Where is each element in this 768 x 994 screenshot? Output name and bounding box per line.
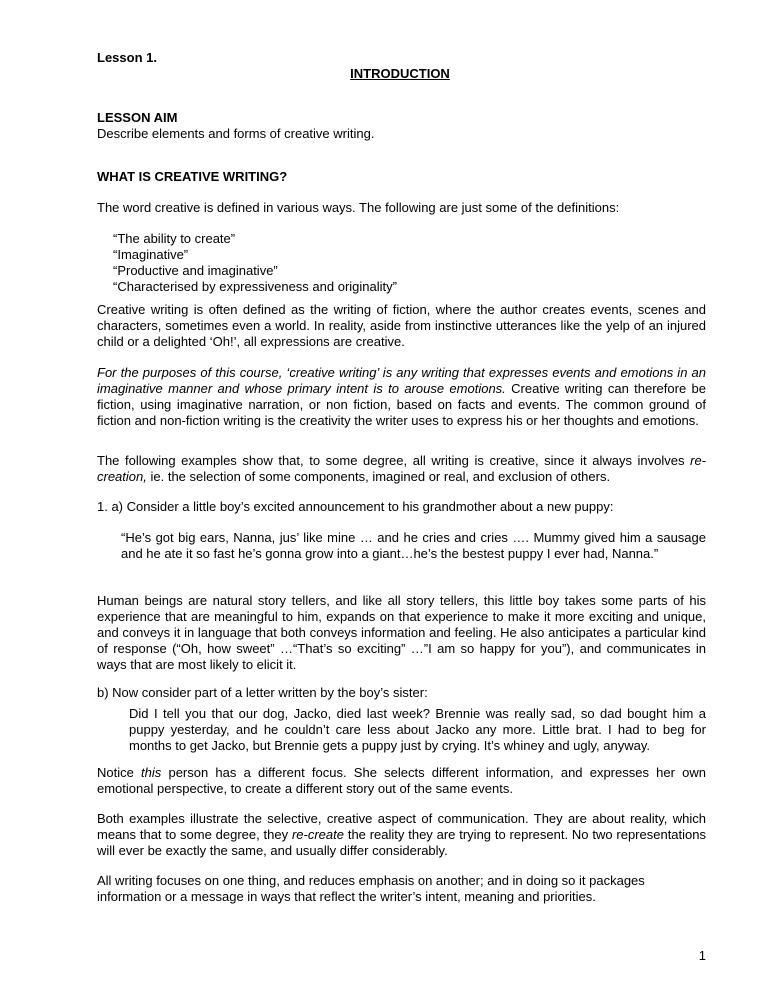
paragraph-definition-italic: For the purposes of this course, ‘creative writing’ is any writing that expresses events and emotions in an imaginative manner and whose primary intent is to arouse emotions. bbox=[97, 365, 706, 396]
text-run: Notice bbox=[97, 765, 142, 780]
text-run-italic: this bbox=[141, 765, 162, 780]
paragraph-focus bbox=[97, 765, 706, 797]
text-run-italic: re-creation, bbox=[97, 453, 706, 484]
paragraph-conclusion: All writing focuses on one thing, and reduces emphasis on another; and in doing so it packages information or a message in ways that reflect the writer’s intent, meaning and priorities. bbox=[97, 873, 645, 904]
text-run: The following examples show that, to some degree, all writing is creative, since it always involves bbox=[97, 453, 691, 468]
paragraph-definition bbox=[97, 365, 706, 429]
definition-item: “The ability to create” bbox=[113, 231, 236, 246]
definitions-intro: The word creative is defined in various ways. The following are just some of the definitions: bbox=[97, 200, 620, 215]
text-run: ie. the selection of some components, imagined or real, and exclusion of others. bbox=[146, 469, 611, 484]
example-b-label: b) Now consider part of a letter written by the boy’s sister: bbox=[97, 685, 428, 700]
lesson-label: Lesson 1. bbox=[97, 50, 157, 65]
definition-item: “Imaginative” bbox=[113, 247, 189, 262]
definition-item: “Productive and imaginative” bbox=[113, 263, 278, 278]
paragraph-selective bbox=[97, 811, 706, 859]
paragraph-definition-rest: Creative writing can therefore be fiction, using imaginative narration, or non fiction, based on facts and events. The common ground of fiction and non-fiction writing is the creativity the writer uses to express his or her thoughts and emotions. bbox=[97, 381, 707, 428]
text-run: person has a different focus. She selects different information, and expresses her own emotional perspective, to create a different story out of the same events. bbox=[97, 765, 706, 796]
page-number: 1 bbox=[698, 948, 706, 963]
definitions-list bbox=[113, 231, 397, 295]
definition-item: “Characterised by expressiveness and originality” bbox=[113, 279, 397, 294]
aim-heading: LESSON AIM bbox=[97, 110, 178, 125]
example-b-quote: Did I tell you that our dog, Jacko, died last week? Brennie was really sad, so dad bought him a puppy yesterday, and he couldn’t care less about Jacko any more. Little brat. I had to beg for months to get Jacko, but Brennie gets a puppy just by crying. It’s whiney and ugly, anyway. bbox=[129, 706, 706, 753]
example-a-label: 1. a) Consider a little boy’s excited announcement to his grandmother about a new puppy: bbox=[97, 499, 614, 514]
paragraph-examples-intro bbox=[97, 453, 706, 485]
example-a-quote: “He’s got big ears, Nanna, jus’ like mine … and he cries and cries …. Mummy gived him a sausage and he ate it so fast he’s gonna grow into a giant…he’s the bestest puppy I ever had, Nanna.” bbox=[121, 530, 706, 561]
aim-text: Describe elements and forms of creative writing. bbox=[97, 126, 375, 141]
paragraph-story-tellers: Human beings are natural story tellers, and like all story tellers, this little boy takes some parts of his experience that are meaningful to him, expands on that experience to make it more exciting and unique, and conveys it in language that both conveys information and feeling. He also anticipates a particular kind of response (“Oh, how sweet” …“That’s so exciting” …”I am so happy for you”), and communicates in ways that are most likely to elicit it. bbox=[97, 593, 706, 672]
page-title: INTRODUCTION bbox=[350, 66, 450, 81]
text-run: the reality they are trying to represent. No two representations will ever be exactly the same, and usually differ considerably. bbox=[97, 827, 706, 858]
text-run-italic: re-create bbox=[291, 827, 344, 842]
text-run: Both examples illustrate the selective, creative aspect of communication. They are about reality, which means that to some degree, they bbox=[97, 811, 706, 842]
paragraph-fiction: Creative writing is often defined as the writing of fiction, where the author creates events, scenes and characters, sometimes even a world. In reality, aside from instinctive utterances like the yelp of an injured child or a delighted ‘Oh!’, all expressions are creative. bbox=[97, 302, 706, 349]
section-heading: WHAT IS CREATIVE WRITING? bbox=[97, 169, 288, 184]
